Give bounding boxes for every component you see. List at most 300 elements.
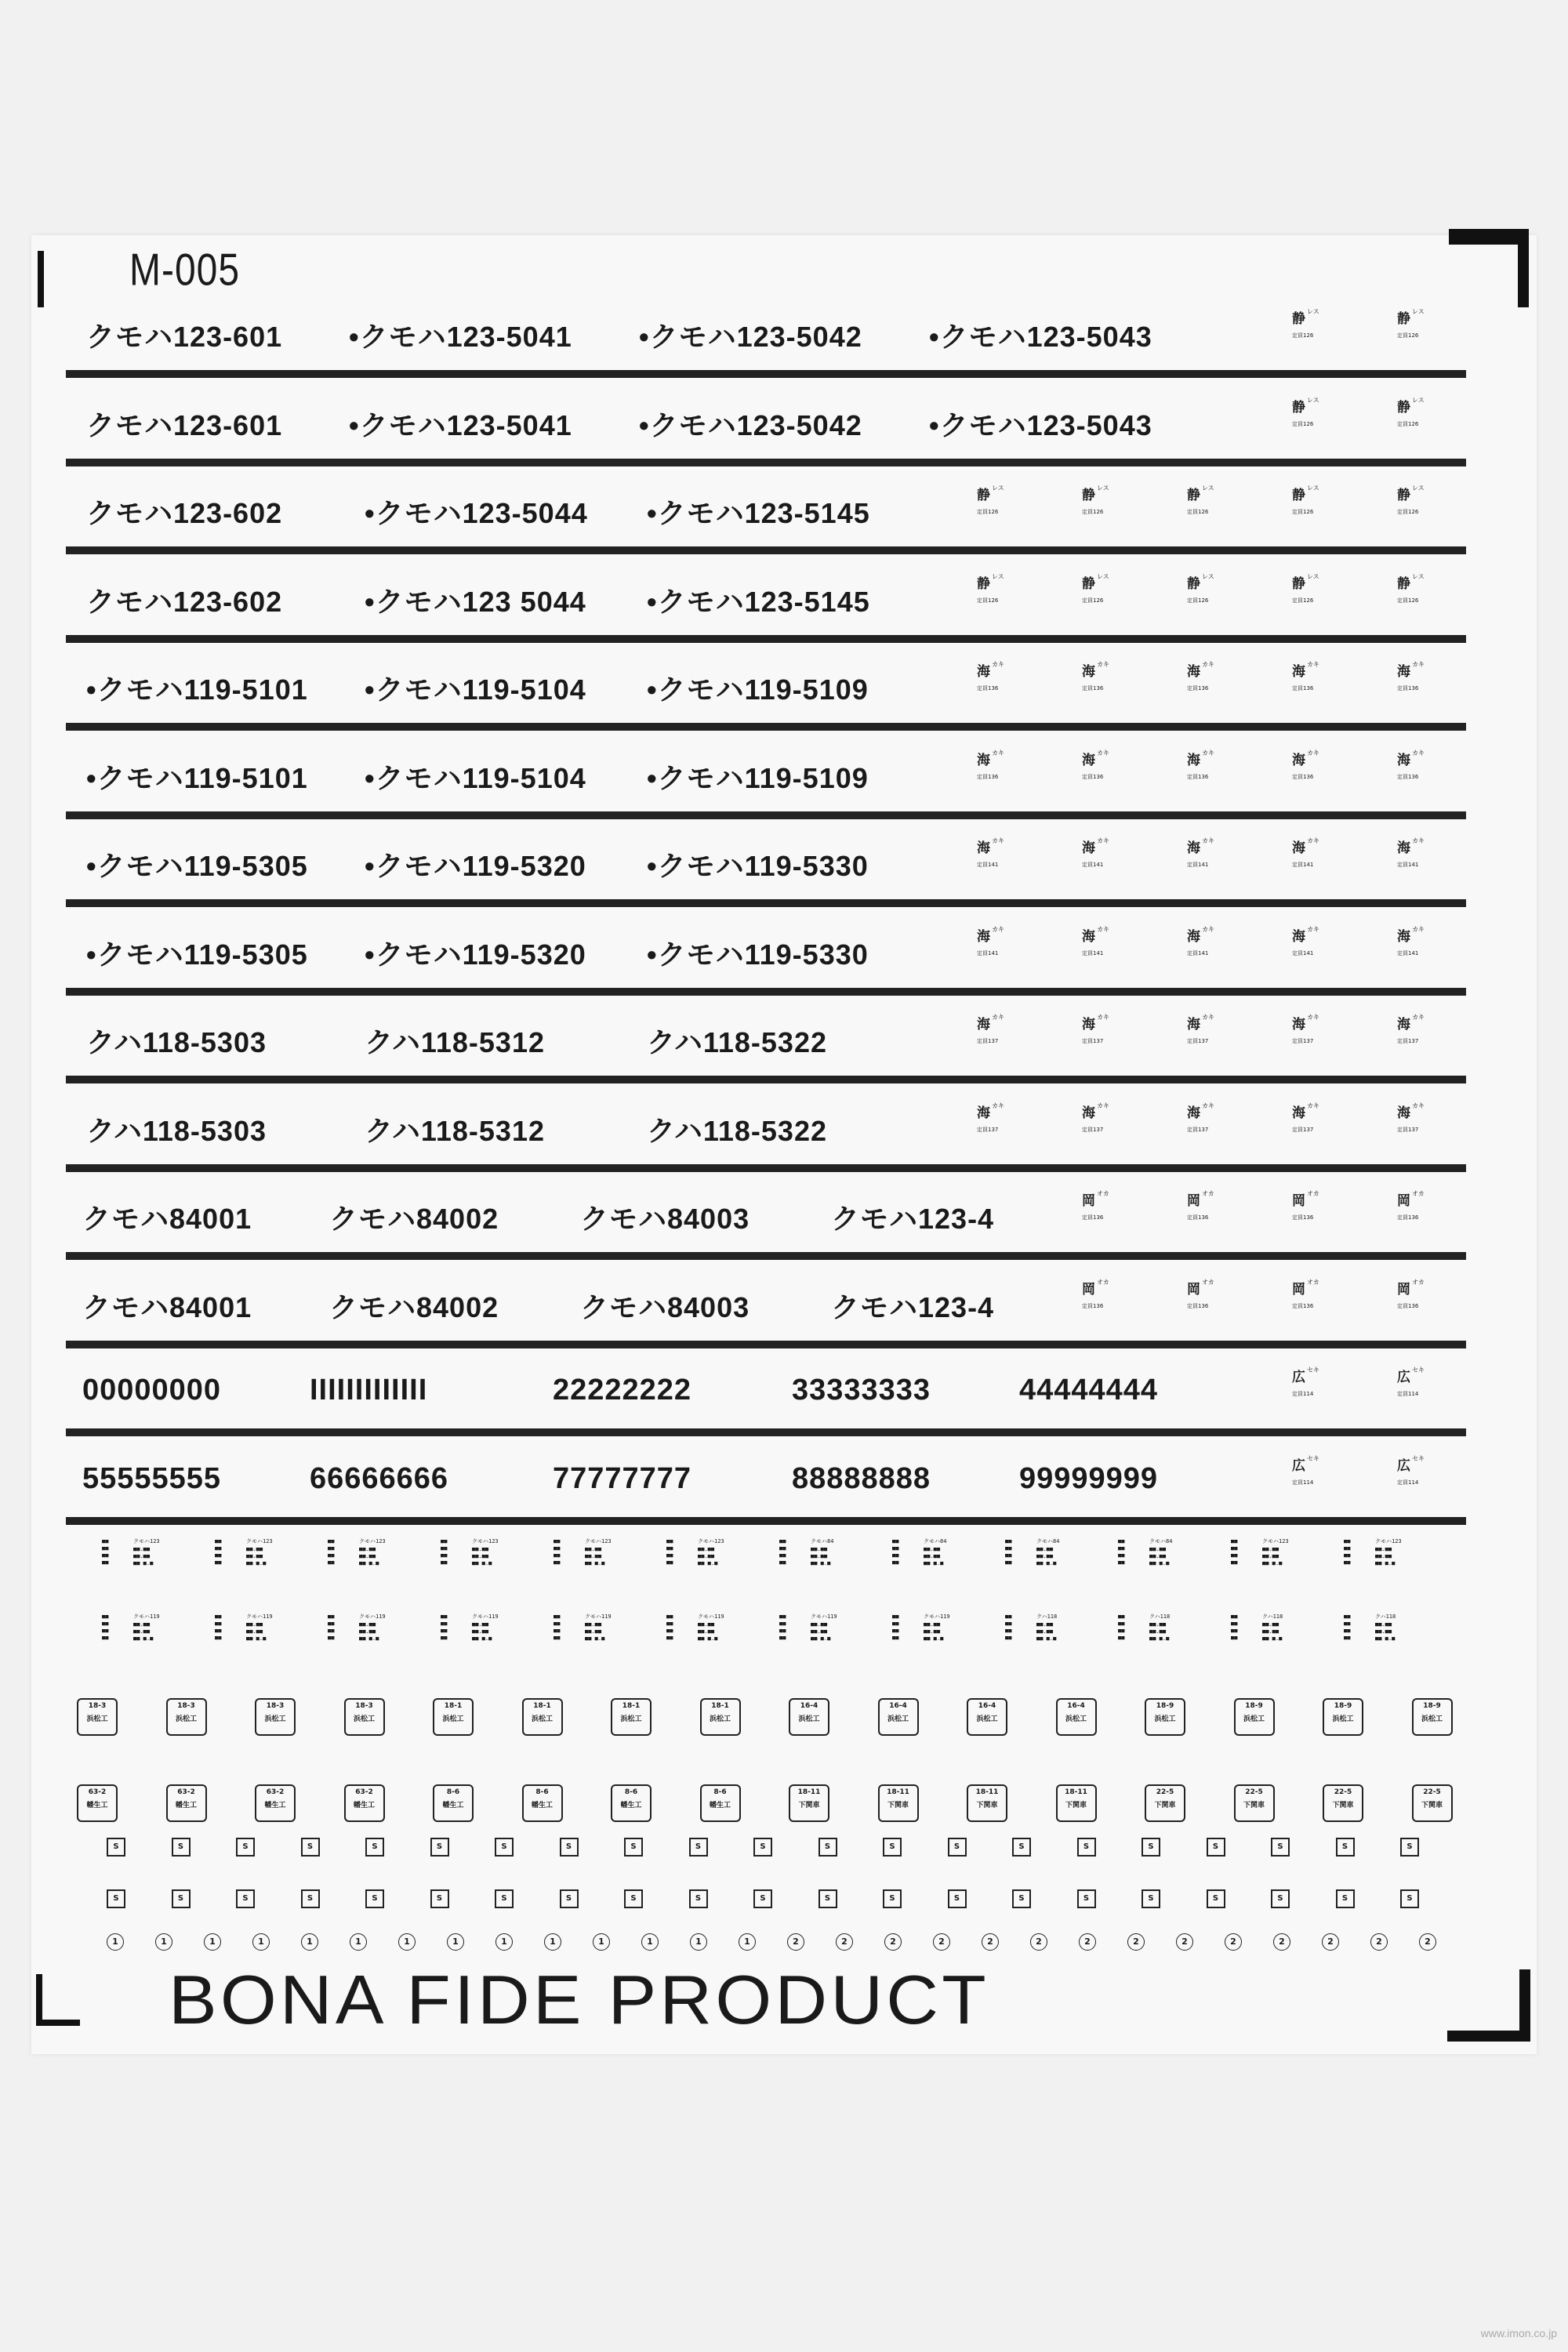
spec-name: クモハ119 <box>359 1613 386 1620</box>
brand-text: BONA FIDE PRODUCT <box>169 1961 989 2038</box>
builder-plate <box>878 1698 919 1736</box>
spec-block <box>1344 1538 1446 1595</box>
depot-mark <box>1082 484 1129 531</box>
depot-kanji: 静 <box>1187 488 1200 503</box>
depot-kanji: 広 <box>1292 1370 1305 1385</box>
depot-kanji: 海 <box>1292 752 1305 768</box>
spec-name: クモハ119 <box>246 1613 273 1620</box>
spec-label-col: ■■ ■■ ■■ ■■ <box>892 1538 899 1566</box>
depot-code: カキ <box>1202 749 1214 757</box>
depot-code: カキ <box>992 661 1004 668</box>
spec-block <box>554 1538 655 1595</box>
plate-number: 18-9 <box>1245 1702 1263 1710</box>
builder-plate <box>789 1784 829 1822</box>
depot-kanji: 海 <box>1292 840 1305 856</box>
capacity-text: 定員136 <box>1082 773 1104 780</box>
depot-kanji: 海 <box>977 664 990 680</box>
depot-mark <box>1397 1366 1444 1413</box>
capacity-text: 定員141 <box>1187 949 1209 956</box>
crop-mark-bl-h <box>36 2020 80 2026</box>
row-divider <box>66 1252 1466 1260</box>
builder-plate <box>967 1784 1007 1822</box>
circle-number: 1 <box>398 1933 416 1951</box>
plate-number: 16-4 <box>889 1702 907 1710</box>
circle-number: 1 <box>690 1933 707 1951</box>
plate-works: 下関車 <box>1065 1802 1087 1809</box>
plate-number: 18-11 <box>1065 1788 1087 1796</box>
spec-label-col: ■■ ■■ ■■ ■■ <box>102 1538 109 1566</box>
spec-block <box>1231 1538 1333 1595</box>
capacity-text: 定員136 <box>1082 1214 1104 1221</box>
row-divider <box>66 546 1466 554</box>
depot-kanji: 海 <box>1082 1017 1095 1033</box>
spec-values: ■■.■■ ■■.■■ ■■ ■.■ <box>698 1546 718 1566</box>
capacity-text: 定員126 <box>1187 509 1209 515</box>
plate-works: 浜松工 <box>1154 1715 1176 1723</box>
depot-kanji: 海 <box>1082 664 1095 680</box>
plate-number: 63-2 <box>177 1788 195 1796</box>
depot-code: カキ <box>1412 837 1425 844</box>
spec-label-col: ■■ ■■ ■■ ■■ <box>328 1538 335 1566</box>
depot-mark <box>977 484 1024 531</box>
spec-label-col: ■■ ■■ ■■ ■■ <box>1344 1538 1351 1566</box>
s-mark: S <box>753 1889 772 1908</box>
capacity-text: 定員136 <box>977 685 999 691</box>
spec-values: ■■.■■ ■■.■■ ■■ ■.■ <box>585 1621 605 1642</box>
spec-values: ■■.■■ ■■.■■ ■■ ■.■ <box>1036 1621 1057 1642</box>
spec-name: クモハ123 <box>1375 1538 1402 1544</box>
s-mark: S <box>1077 1838 1096 1857</box>
circle-number: 2 <box>1370 1933 1388 1951</box>
capacity-text: 定員137 <box>1397 1126 1419 1133</box>
car-number-label: 22222222 <box>553 1374 692 1406</box>
spec-block <box>666 1613 768 1670</box>
spec-label-col: ■■ ■■ ■■ ■■ <box>1118 1613 1125 1641</box>
depot-kanji: 岡 <box>1292 1193 1305 1209</box>
capacity-text: 定員137 <box>1397 1038 1419 1044</box>
spec-block <box>1231 1613 1333 1670</box>
builder-plate <box>611 1784 652 1822</box>
car-number-label: •クモハ123-5145 <box>647 585 870 618</box>
builder-plate <box>1056 1784 1097 1822</box>
circle-number: 2 <box>1030 1933 1047 1951</box>
car-number-label: クモハ84003 <box>580 1203 750 1235</box>
circle-number: 2 <box>884 1933 902 1951</box>
car-number-label: •クモハ119-5101 <box>86 761 308 794</box>
depot-mark <box>1397 660 1444 707</box>
spec-block <box>892 1613 994 1670</box>
depot-mark <box>1082 925 1129 972</box>
depot-code: カキ <box>992 925 1004 933</box>
car-number-label: •クモハ123-5041 <box>349 408 572 441</box>
circle-number: 2 <box>933 1933 950 1951</box>
plate-number: 18-1 <box>622 1702 641 1710</box>
spec-label-col: ■■ ■■ ■■ ■■ <box>1231 1613 1238 1641</box>
depot-mark <box>1397 307 1444 354</box>
capacity-text: 定員141 <box>1397 862 1419 868</box>
depot-code: カキ <box>1202 1014 1214 1021</box>
s-mark: S <box>301 1889 320 1908</box>
capacity-text: 定員126 <box>1292 597 1314 604</box>
car-number-label: クモハ123-601 <box>86 321 283 353</box>
car-number-label: クハ118-5312 <box>365 1114 545 1147</box>
spec-values: ■■.■■ ■■.■■ ■■ ■.■ <box>246 1546 267 1566</box>
depot-kanji: 静 <box>1292 575 1305 592</box>
circle-number: 1 <box>301 1933 318 1951</box>
capacity-text: 定員126 <box>1082 509 1104 515</box>
spec-block <box>1005 1613 1107 1670</box>
depot-code: オカ <box>1307 1190 1319 1197</box>
circle-number: 1 <box>447 1933 464 1951</box>
spec-label-col: ■■ ■■ ■■ ■■ <box>441 1613 448 1641</box>
depot-code: セキ <box>1412 1454 1425 1462</box>
s-mark: S <box>948 1838 967 1857</box>
depot-mark <box>1292 1278 1339 1325</box>
car-number-label: •クモハ119-5305 <box>86 850 308 882</box>
depot-kanji: 静 <box>977 575 990 592</box>
depot-kanji: 静 <box>1292 488 1305 503</box>
spec-values: ■■.■■ ■■.■■ ■■ ■.■ <box>1262 1546 1283 1566</box>
capacity-text: 定員136 <box>1082 685 1104 691</box>
s-mark: S <box>172 1838 191 1857</box>
car-number-label: クモハ123-4 <box>831 1203 995 1235</box>
depot-code: セキ <box>1307 1454 1319 1462</box>
capacity-text: 定員136 <box>1292 1302 1314 1309</box>
builder-plate <box>433 1698 474 1736</box>
plate-works: 下関車 <box>1332 1802 1354 1809</box>
capacity-text: 定員126 <box>1292 509 1314 515</box>
depot-mark <box>977 660 1024 707</box>
depot-code: カキ <box>1307 1014 1319 1021</box>
capacity-text: 定員141 <box>977 949 999 956</box>
s-mark: S <box>1336 1889 1355 1908</box>
depot-kanji: 海 <box>977 840 990 856</box>
builder-plate <box>166 1698 207 1736</box>
depot-mark <box>1292 396 1339 443</box>
depot-mark <box>1397 572 1444 619</box>
depot-kanji: 静 <box>1397 488 1410 503</box>
row-divider <box>66 899 1466 907</box>
builder-plate <box>166 1784 207 1822</box>
capacity-text: 定員114 <box>1292 1479 1314 1486</box>
depot-code: カキ <box>1412 925 1425 933</box>
capacity-text: 定員126 <box>1292 420 1314 427</box>
depot-code: カキ <box>1202 837 1214 844</box>
row-divider <box>66 723 1466 731</box>
depot-code: オカ <box>1412 1190 1425 1197</box>
builder-plate <box>1323 1784 1363 1822</box>
depot-kanji: 海 <box>1187 664 1200 680</box>
s-mark: S <box>1207 1838 1225 1857</box>
plate-number: 22-5 <box>1245 1788 1263 1796</box>
car-number-label: クハ118-5322 <box>647 1026 827 1058</box>
plate-number: 22-5 <box>1423 1788 1441 1796</box>
depot-mark <box>1397 1013 1444 1060</box>
plate-works: 浜松工 <box>1065 1715 1087 1723</box>
car-number-label: 88888888 <box>792 1461 931 1495</box>
builder-plate <box>77 1698 118 1736</box>
s-mark: S <box>689 1889 708 1908</box>
decal-row <box>66 1366 1469 1454</box>
depot-mark <box>1292 1454 1339 1501</box>
plate-number: 18-11 <box>975 1788 999 1796</box>
depot-code: レス <box>1307 308 1319 315</box>
spec-values: ■■.■■ ■■.■■ ■■ ■.■ <box>698 1621 718 1642</box>
spec-block <box>328 1538 430 1595</box>
depot-mark <box>1292 1366 1339 1413</box>
depot-mark <box>977 1013 1024 1060</box>
plate-works: 浜松工 <box>86 1715 108 1723</box>
spec-values: ■■.■■ ■■.■■ ■■ ■.■ <box>1036 1546 1057 1566</box>
car-number-label: •クモハ123-5043 <box>929 321 1152 353</box>
depot-kanji: 岡 <box>1397 1281 1410 1298</box>
depot-code: セキ <box>1412 1367 1425 1374</box>
capacity-text: 定員126 <box>977 509 999 515</box>
depot-kanji: 海 <box>977 752 990 768</box>
circle-number: 1 <box>593 1933 610 1951</box>
plate-works: 浜松工 <box>887 1715 909 1723</box>
depot-kanji: 岡 <box>1082 1193 1095 1209</box>
depot-kanji: 静 <box>1292 311 1305 327</box>
capacity-text: 定員136 <box>1187 1214 1209 1221</box>
depot-mark <box>1187 1278 1234 1325</box>
depot-mark <box>1187 484 1234 531</box>
spec-block <box>441 1613 543 1670</box>
circle-number: 2 <box>982 1933 999 1951</box>
spec-name: クモハ119 <box>585 1613 612 1620</box>
depot-code: カキ <box>992 1014 1004 1021</box>
car-number-label: •クモハ123-5042 <box>639 321 862 353</box>
depot-code: カキ <box>1202 925 1214 933</box>
plate-works: 下関車 <box>887 1802 909 1809</box>
car-number-label: •クモハ119-5320 <box>365 850 586 882</box>
car-number-label: •クモハ123 5044 <box>365 585 586 618</box>
depot-code: レス <box>1202 572 1214 580</box>
depot-kanji: 広 <box>1292 1457 1305 1474</box>
s-mark: S <box>1271 1889 1290 1908</box>
depot-code: レス <box>1202 485 1214 492</box>
depot-code: カキ <box>1202 661 1214 668</box>
spec-label-col: ■■ ■■ ■■ ■■ <box>666 1613 673 1641</box>
plate-number: 16-4 <box>978 1702 996 1710</box>
depot-kanji: 海 <box>1187 840 1200 856</box>
capacity-text: 定員141 <box>977 862 999 868</box>
spec-name: クモハ123 <box>133 1538 160 1544</box>
spec-name: クモハ119 <box>698 1613 724 1620</box>
plate-number: 18-3 <box>266 1702 285 1710</box>
s-mark: S <box>1400 1838 1419 1857</box>
depot-kanji: 海 <box>1292 1017 1305 1033</box>
circle-number: 2 <box>1127 1933 1145 1951</box>
plate-number: 16-4 <box>1067 1702 1085 1710</box>
row-divider <box>66 988 1466 996</box>
spec-name: クハ118 <box>1149 1613 1171 1620</box>
depot-kanji: 海 <box>1082 840 1095 856</box>
s-mark: S <box>818 1889 837 1908</box>
capacity-text: 定員136 <box>1082 1302 1104 1309</box>
depot-mark <box>1292 572 1339 619</box>
plate-number: 63-2 <box>88 1788 107 1796</box>
spec-name: クモハ84 <box>1149 1538 1173 1544</box>
spec-name: クモハ123 <box>1262 1538 1289 1544</box>
circle-number: 1 <box>155 1933 172 1951</box>
car-number-label: •クモハ119-5320 <box>365 938 586 971</box>
depot-kanji: 静 <box>1187 575 1200 592</box>
depot-code: レス <box>1097 572 1109 580</box>
car-number-label: •クモハ119-5330 <box>647 938 869 971</box>
builder-plate <box>433 1784 474 1822</box>
s-mark: S <box>1077 1889 1096 1908</box>
depot-kanji: 海 <box>977 1105 990 1121</box>
s-mark: S <box>560 1838 579 1857</box>
circle-number: 2 <box>1079 1933 1096 1951</box>
plate-works: 下関車 <box>976 1802 998 1809</box>
plate-works: 浜松工 <box>620 1715 642 1723</box>
car-number-label: クハ118-5322 <box>647 1114 827 1147</box>
depot-mark <box>1292 660 1339 707</box>
plate-number: 63-2 <box>355 1788 373 1796</box>
s-mark: S <box>430 1889 449 1908</box>
capacity-text: 定員136 <box>1397 773 1419 780</box>
s-mark: S <box>883 1838 902 1857</box>
car-number-label: 99999999 <box>1019 1461 1159 1495</box>
depot-mark <box>1292 925 1339 972</box>
crop-mark-tr-v <box>1518 229 1529 307</box>
row-divider <box>66 1076 1466 1083</box>
spec-block <box>215 1613 317 1670</box>
plate-number: 18-1 <box>711 1702 729 1710</box>
s-mark: S <box>495 1838 514 1857</box>
depot-code: オカ <box>1097 1190 1109 1197</box>
plate-number: 18-9 <box>1334 1702 1352 1710</box>
builder-plate <box>1145 1698 1185 1736</box>
capacity-text: 定員126 <box>1292 332 1314 339</box>
s-mark: S <box>948 1889 967 1908</box>
plate-number: 16-4 <box>800 1702 818 1710</box>
s-mark: S <box>818 1838 837 1857</box>
s-mark: S <box>1012 1838 1031 1857</box>
depot-kanji: 海 <box>1292 1105 1305 1121</box>
plate-works: 幡生工 <box>175 1802 197 1809</box>
spec-values: ■■.■■ ■■.■■ ■■ ■.■ <box>1375 1546 1396 1566</box>
spec-values: ■■.■■ ■■.■■ ■■ ■.■ <box>1375 1621 1396 1642</box>
plate-works: 浜松工 <box>1421 1715 1443 1723</box>
spec-block <box>554 1613 655 1670</box>
depot-mark <box>1397 1454 1444 1501</box>
plate-number: 18-3 <box>177 1702 195 1710</box>
car-number-label: •クモハ123-5041 <box>349 321 572 353</box>
spec-values: ■■.■■ ■■.■■ ■■ ■.■ <box>924 1546 944 1566</box>
circle-number: 1 <box>350 1933 367 1951</box>
car-number-label: 77777777 <box>553 1461 692 1495</box>
depot-mark <box>1397 1189 1444 1236</box>
plate-works: 浜松工 <box>1332 1715 1354 1723</box>
depot-mark <box>1187 749 1234 796</box>
spec-values: ■■.■■ ■■.■■ ■■ ■.■ <box>246 1621 267 1642</box>
spec-name: クモハ119 <box>924 1613 950 1620</box>
depot-code: カキ <box>992 837 1004 844</box>
depot-code: カキ <box>1412 749 1425 757</box>
capacity-text: 定員137 <box>1187 1038 1209 1044</box>
depot-mark <box>1082 749 1129 796</box>
capacity-text: 定員136 <box>1292 773 1314 780</box>
depot-kanji: 海 <box>1397 664 1410 680</box>
circle-number: 2 <box>1225 1933 1242 1951</box>
crop-mark-tr <box>1449 229 1527 245</box>
spec-label-col: ■■ ■■ ■■ ■■ <box>102 1613 109 1641</box>
depot-mark <box>1082 1189 1129 1236</box>
plate-number: 8-6 <box>446 1788 460 1796</box>
plate-number: 22-5 <box>1156 1788 1174 1796</box>
car-number-label: •クモハ119-5104 <box>365 673 586 706</box>
s-mark: S <box>1271 1838 1290 1857</box>
depot-code: レス <box>1307 572 1319 580</box>
plate-works: 幡生工 <box>442 1802 464 1809</box>
circle-number: 2 <box>1322 1933 1339 1951</box>
circle-number: 1 <box>107 1933 124 1951</box>
plate-works: 下関車 <box>1154 1802 1176 1809</box>
spec-name: クモハ123 <box>585 1538 612 1544</box>
depot-mark <box>1397 484 1444 531</box>
plate-works: 浜松工 <box>976 1715 998 1723</box>
capacity-text: 定員126 <box>1082 597 1104 604</box>
plate-works: 浜松工 <box>1243 1715 1265 1723</box>
spec-label-col: ■■ ■■ ■■ ■■ <box>1005 1613 1012 1641</box>
depot-mark <box>1082 1278 1129 1325</box>
capacity-text: 定員141 <box>1397 949 1419 956</box>
builder-plate <box>522 1698 563 1736</box>
s-mark: S <box>1012 1889 1031 1908</box>
spec-label-col: ■■ ■■ ■■ ■■ <box>554 1538 561 1566</box>
crop-mark-br-h <box>1447 2031 1530 2042</box>
s-mark: S <box>1142 1838 1160 1857</box>
depot-kanji: 静 <box>1292 399 1305 416</box>
depot-mark <box>1187 1102 1234 1149</box>
circle-number: 1 <box>204 1933 221 1951</box>
s-mark: S <box>365 1838 384 1857</box>
plate-works: 幡生工 <box>353 1802 375 1809</box>
depot-code: レス <box>1412 485 1425 492</box>
capacity-text: 定員141 <box>1292 862 1314 868</box>
capacity-text: 定員136 <box>1397 1214 1419 1221</box>
plate-works: 下関車 <box>1243 1802 1265 1809</box>
depot-code: レス <box>992 572 1004 580</box>
s-mark: S <box>753 1838 772 1857</box>
capacity-text: 定員114 <box>1397 1479 1419 1486</box>
circle-number: 1 <box>252 1933 270 1951</box>
depot-code: カキ <box>1412 1014 1425 1021</box>
depot-mark <box>1082 837 1129 884</box>
spec-label-col: ■■ ■■ ■■ ■■ <box>779 1538 786 1566</box>
circle-number: 2 <box>787 1933 804 1951</box>
car-number-label: 66666666 <box>310 1461 449 1495</box>
depot-mark <box>977 1102 1024 1149</box>
plate-works: 浜松工 <box>442 1715 464 1723</box>
row-divider <box>66 370 1466 378</box>
capacity-text: 定員114 <box>1397 1391 1419 1397</box>
car-number-label: •クモハ123-5042 <box>639 408 862 441</box>
depot-mark <box>1187 572 1234 619</box>
depot-code: カキ <box>1097 1014 1109 1021</box>
capacity-text: 定員136 <box>1187 773 1209 780</box>
depot-mark <box>1082 572 1129 619</box>
builder-plate <box>255 1698 296 1736</box>
car-number-label: •クモハ123-5044 <box>365 497 588 529</box>
depot-code: カキ <box>1097 661 1109 668</box>
spec-label-col: ■■ ■■ ■■ ■■ <box>892 1613 899 1641</box>
depot-code: カキ <box>1412 661 1425 668</box>
depot-kanji: 静 <box>1397 311 1410 327</box>
